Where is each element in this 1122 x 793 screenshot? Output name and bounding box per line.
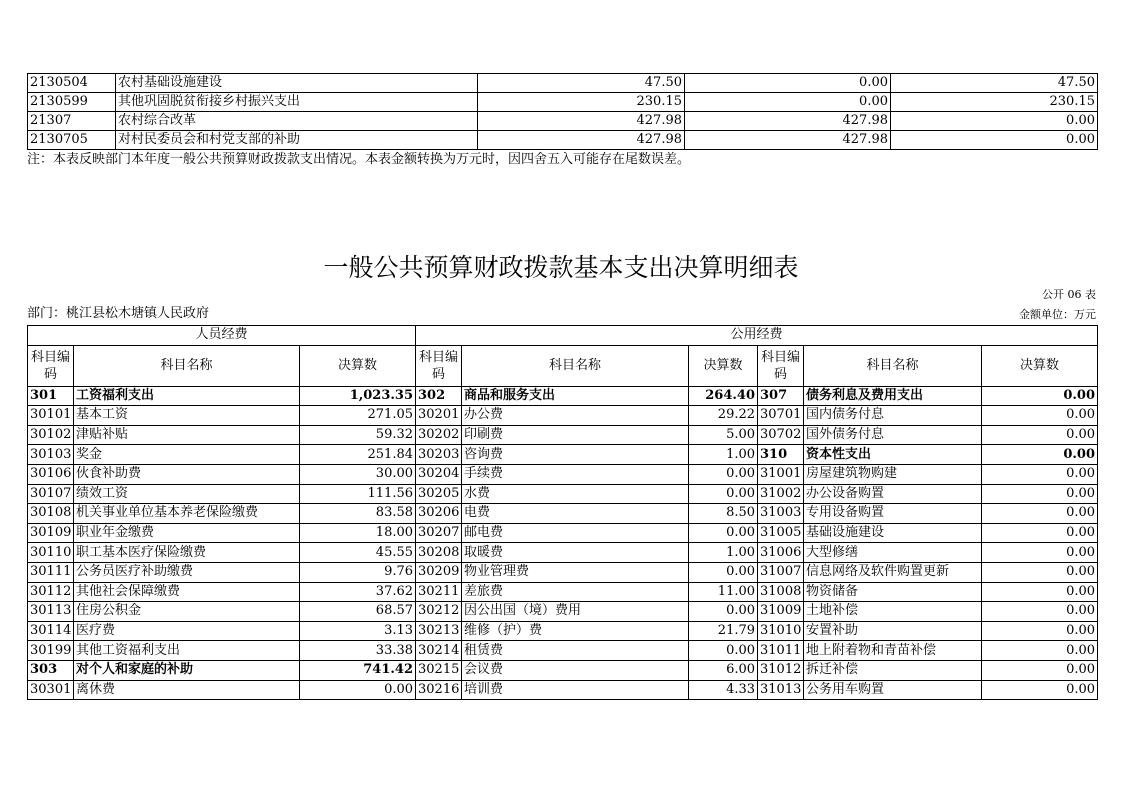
cell-name: 职业年金缴费 (74, 523, 300, 543)
cell-code: 30205 (416, 484, 462, 504)
cell-name: 基本工资 (74, 406, 300, 426)
cell-code: 302 (416, 386, 462, 406)
cell-name: 其他工资福利支出 (74, 641, 300, 661)
cell-amount: 6.00 (689, 660, 758, 680)
cell-code: 30102 (28, 425, 74, 445)
cell-name: 公务员医疗补助缴费 (74, 562, 300, 582)
cell-amount: 0.00 (982, 660, 1098, 680)
cell-amount: 1.00 (689, 543, 758, 563)
header-name: 科目名称 (804, 345, 982, 386)
cell-amount: 0.00 (689, 484, 758, 504)
table-row (28, 93, 1098, 112)
cell-name: 房屋建筑物购建 (804, 464, 982, 484)
cell-amount: 0.00 (982, 680, 1098, 700)
cell-amount: 0.00 (982, 641, 1098, 661)
cell-name: 伙食补助费 (74, 464, 300, 484)
cell-name: 邮电费 (462, 523, 689, 543)
cell-name: 物业管理费 (462, 562, 689, 582)
cell-name: 资本性支出 (804, 445, 982, 465)
cell-name: 机关事业单位基本养老保险缴费 (74, 504, 300, 524)
cell-name: 职工基本医疗保险缴费 (74, 543, 300, 563)
cell-code: 30211 (416, 582, 462, 602)
cell-amount: 21.79 (689, 621, 758, 641)
cell-name: 债务利息及费用支出 (804, 386, 982, 406)
cell-code: 31003 (758, 504, 804, 524)
cell-name: 工资福利支出 (74, 386, 300, 406)
cell-amount: 230.15 (891, 93, 1098, 112)
table-row (28, 131, 1098, 150)
cell-code: 31002 (758, 484, 804, 504)
cell-code: 31013 (758, 680, 804, 700)
cell-name: 奖金 (74, 445, 300, 465)
cell-amount: 8.50 (689, 504, 758, 524)
table-row (28, 406, 1098, 426)
cell-code: 30212 (416, 602, 462, 622)
form-code: 公开 06 表 (1042, 288, 1096, 301)
cell-amount: 0.00 (982, 425, 1098, 445)
cell-name: 农村综合改革 (116, 112, 478, 131)
cell-code: 30215 (416, 660, 462, 680)
cell-name: 办公设备购置 (804, 484, 982, 504)
cell-name: 绩效工资 (74, 484, 300, 504)
cell-code: 31007 (758, 562, 804, 582)
table-row (28, 523, 1098, 543)
table-row (28, 74, 1098, 93)
cell-name: 因公出国（境）费用 (462, 602, 689, 622)
cell-name: 专用设备购置 (804, 504, 982, 524)
cell-code: 310 (758, 445, 804, 465)
cell-amount: 83.58 (300, 504, 416, 524)
table-row (28, 562, 1098, 582)
header-name: 科目名称 (74, 345, 300, 386)
cell-amount: 3.13 (300, 621, 416, 641)
cell-amount: 111.56 (300, 484, 416, 504)
cell-code: 30207 (416, 523, 462, 543)
cell-amount: 264.40 (689, 386, 758, 406)
cell-code: 30113 (28, 602, 74, 622)
cell-code: 31001 (758, 464, 804, 484)
table-row (28, 582, 1098, 602)
cell-amount: 0.00 (689, 523, 758, 543)
cell-amount: 427.98 (685, 112, 891, 131)
cell-amount: 741.42 (300, 660, 416, 680)
cell-amount: 33.38 (300, 641, 416, 661)
cell-amount: 230.15 (478, 93, 685, 112)
cell-name: 对村民委员会和村党支部的补助 (116, 131, 478, 150)
cell-code: 31005 (758, 523, 804, 543)
cell-amount: 0.00 (891, 112, 1098, 131)
cell-code: 31009 (758, 602, 804, 622)
cell-name: 对个人和家庭的补助 (74, 660, 300, 680)
cell-code: 30202 (416, 425, 462, 445)
cell-amount: 11.00 (689, 582, 758, 602)
cell-amount: 47.50 (891, 74, 1098, 93)
page-title: 一般公共预算财政拨款基本支出决算明细表 (323, 253, 799, 282)
cell-amount: 1,023.35 (300, 386, 416, 406)
cell-amount: 59.32 (300, 425, 416, 445)
cell-code: 30216 (416, 680, 462, 700)
cell-code: 21307 (28, 112, 116, 131)
cell-name: 地上附着物和青苗补偿 (804, 641, 982, 661)
cell-amount: 0.00 (982, 582, 1098, 602)
cell-code: 301 (28, 386, 74, 406)
cell-amount: 0.00 (982, 406, 1098, 426)
cell-code: 31010 (758, 621, 804, 641)
table-row (28, 504, 1098, 524)
cell-name: 国外债务付息 (804, 425, 982, 445)
top-table-body (28, 74, 1098, 150)
cell-name: 培训费 (462, 680, 689, 700)
cell-amount: 0.00 (982, 464, 1098, 484)
cell-code: 31006 (758, 543, 804, 563)
cell-name: 印刷费 (462, 425, 689, 445)
cell-code: 30109 (28, 523, 74, 543)
cell-amount: 37.62 (300, 582, 416, 602)
cell-amount: 0.00 (689, 641, 758, 661)
table-row (28, 464, 1098, 484)
cell-name: 土地补偿 (804, 602, 982, 622)
cell-code: 30106 (28, 464, 74, 484)
group-public: 公用经费 (416, 326, 1098, 346)
cell-name: 租赁费 (462, 641, 689, 661)
main-table (27, 325, 1098, 700)
cell-code: 2130705 (28, 131, 116, 150)
cell-name: 维修（护）费 (462, 621, 689, 641)
unit-label: 金额单位：万元 (1019, 308, 1096, 321)
cell-code: 30111 (28, 562, 74, 582)
cell-amount: 0.00 (982, 562, 1098, 582)
cell-code: 307 (758, 386, 804, 406)
cell-name: 拆迁补偿 (804, 660, 982, 680)
table-row (28, 641, 1098, 661)
cell-code: 30208 (416, 543, 462, 563)
column-header-row (28, 345, 1098, 386)
cell-name: 医疗费 (74, 621, 300, 641)
header-name: 科目名称 (462, 345, 689, 386)
cell-amount: 68.57 (300, 602, 416, 622)
cell-code: 30112 (28, 582, 74, 602)
cell-amount: 0.00 (689, 464, 758, 484)
cell-amount: 47.50 (478, 74, 685, 93)
cell-amount: 0.00 (982, 504, 1098, 524)
cell-name: 办公费 (462, 406, 689, 426)
cell-name: 公务用车购置 (804, 680, 982, 700)
cell-code: 30199 (28, 641, 74, 661)
table-row (28, 386, 1098, 406)
cell-code: 30101 (28, 406, 74, 426)
cell-name: 安置补助 (804, 621, 982, 641)
cell-code: 30214 (416, 641, 462, 661)
cell-code: 31011 (758, 641, 804, 661)
cell-name: 会议费 (462, 660, 689, 680)
cell-amount: 0.00 (300, 680, 416, 700)
cell-code: 30209 (416, 562, 462, 582)
cell-amount: 30.00 (300, 464, 416, 484)
cell-name: 基础设施建设 (804, 523, 982, 543)
cell-name: 水费 (462, 484, 689, 504)
cell-code: 30203 (416, 445, 462, 465)
table-row (28, 112, 1098, 131)
cell-amount: 45.55 (300, 543, 416, 563)
cell-amount: 0.00 (982, 602, 1098, 622)
cell-amount: 5.00 (689, 425, 758, 445)
cell-code: 30103 (28, 445, 74, 465)
cell-amount: 1.00 (689, 445, 758, 465)
cell-name: 国内债务付息 (804, 406, 982, 426)
cell-name: 农村基础设施建设 (116, 74, 478, 93)
table-row (28, 602, 1098, 622)
cell-code: 2130599 (28, 93, 116, 112)
cell-amount: 427.98 (478, 131, 685, 150)
table-row (28, 445, 1098, 465)
header-amount: 决算数 (982, 345, 1098, 386)
cell-code: 30301 (28, 680, 74, 700)
cell-code: 30702 (758, 425, 804, 445)
cell-amount: 18.00 (300, 523, 416, 543)
cell-amount: 427.98 (478, 112, 685, 131)
cell-code: 30114 (28, 621, 74, 641)
cell-amount: 0.00 (689, 602, 758, 622)
table-note: 注：本表反映部门本年度一般公共预算财政拨款支出情况。本表金额转换为万元时，因四舍五入可能存在尾数误差。 (27, 152, 691, 167)
table-row (28, 543, 1098, 563)
cell-code: 30110 (28, 543, 74, 563)
top-table (27, 73, 1098, 150)
cell-name: 物资储备 (804, 582, 982, 602)
cell-amount: 29.22 (689, 406, 758, 426)
department-label: 部门：桃江县松木塘镇人民政府 (27, 306, 210, 321)
cell-code: 30201 (416, 406, 462, 426)
cell-amount: 0.00 (982, 386, 1098, 406)
cell-name: 其他巩固脱贫衔接乡村振兴支出 (116, 93, 478, 112)
cell-amount: 0.00 (685, 74, 891, 93)
cell-amount: 4.33 (689, 680, 758, 700)
cell-amount: 251.84 (300, 445, 416, 465)
table-row (28, 425, 1098, 445)
cell-amount: 9.76 (300, 562, 416, 582)
cell-code: 303 (28, 660, 74, 680)
table-row (28, 621, 1098, 641)
cell-amount: 271.05 (300, 406, 416, 426)
header-amount: 决算数 (300, 345, 416, 386)
cell-name: 取暖费 (462, 543, 689, 563)
cell-amount: 0.00 (982, 543, 1098, 563)
main-table-body (28, 326, 1098, 700)
cell-code: 30701 (758, 406, 804, 426)
cell-amount: 0.00 (982, 445, 1098, 465)
cell-name: 大型修缮 (804, 543, 982, 563)
cell-code: 31012 (758, 660, 804, 680)
table-row (28, 680, 1098, 700)
cell-code: 30206 (416, 504, 462, 524)
cell-amount: 0.00 (982, 621, 1098, 641)
cell-name: 其他社会保障缴费 (74, 582, 300, 602)
cell-code: 31008 (758, 582, 804, 602)
table-row (28, 484, 1098, 504)
cell-name: 咨询费 (462, 445, 689, 465)
cell-amount: 0.00 (689, 562, 758, 582)
cell-name: 津贴补贴 (74, 425, 300, 445)
header-amount: 决算数 (689, 345, 758, 386)
cell-amount: 0.00 (891, 131, 1098, 150)
cell-name: 差旅费 (462, 582, 689, 602)
group-header-row (28, 326, 1098, 346)
cell-amount: 0.00 (685, 93, 891, 112)
cell-name: 离休费 (74, 680, 300, 700)
cell-code: 30204 (416, 464, 462, 484)
group-personnel: 人员经费 (28, 326, 416, 346)
cell-code: 30107 (28, 484, 74, 504)
cell-amount: 427.98 (685, 131, 891, 150)
cell-code: 30213 (416, 621, 462, 641)
cell-name: 商品和服务支出 (462, 386, 689, 406)
header-code: 科目编码 (28, 345, 74, 386)
cell-code: 2130504 (28, 74, 116, 93)
cell-amount: 0.00 (982, 523, 1098, 543)
cell-code: 30108 (28, 504, 74, 524)
table-row (28, 660, 1098, 680)
cell-name: 电费 (462, 504, 689, 524)
cell-name: 手续费 (462, 464, 689, 484)
header-code: 科目编码 (758, 345, 804, 386)
header-code: 科目编码 (416, 345, 462, 386)
cell-name: 住房公积金 (74, 602, 300, 622)
cell-name: 信息网络及软件购置更新 (804, 562, 982, 582)
cell-amount: 0.00 (982, 484, 1098, 504)
